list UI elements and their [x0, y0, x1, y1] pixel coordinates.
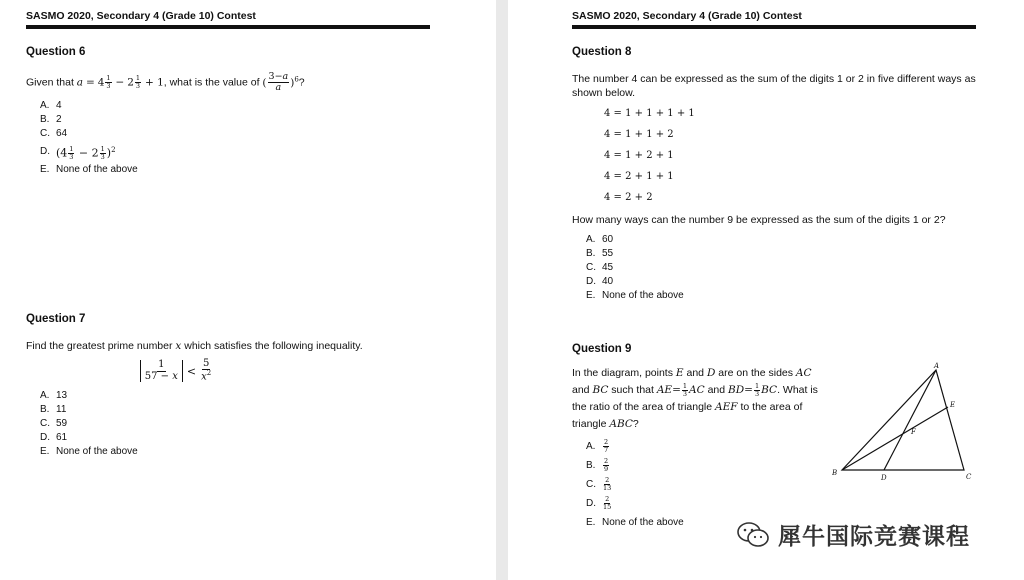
option-a[interactable]: A. 60	[586, 234, 614, 245]
option-d-expression: (4 $\frac{1}{3}$ − 2 $\frac{1}{3}$ )$^2$	[56, 145, 116, 162]
question-8-title: Question 8	[572, 46, 632, 58]
triangle-abc	[842, 370, 964, 470]
option-d[interactable]: D. 40	[586, 276, 614, 287]
label-f: F	[911, 428, 916, 436]
label-c: C	[966, 473, 972, 481]
question-6-title: Question 6	[26, 46, 86, 58]
option-d[interactable]: D. (4 $\frac{1}{3}$ − 2 $\frac{1}{3}$ )$^2$	[40, 141, 496, 163]
watermark-text: 犀牛国际竞赛课程	[778, 524, 970, 550]
page-header: SASMO 2020, Secondary 4 (Grade 10) Contest	[572, 10, 976, 29]
q6-text-mid: , what is the value of	[163, 76, 263, 89]
option-c[interactable]: C. 64	[40, 127, 68, 139]
option-c[interactable]: C. 45	[586, 262, 614, 273]
triangle-diagram	[832, 362, 982, 492]
question-6-options	[40, 99, 496, 177]
q6-asked-expression: ( $\frac{3-a}{a}$ )$^6$	[262, 71, 299, 93]
equation: 4 = 1 + 2 + 1	[604, 150, 674, 161]
q8-equations	[604, 108, 1024, 213]
q6-text-end: ?	[298, 76, 305, 89]
option-e[interactable]: E. None of the above	[40, 163, 138, 175]
question-8-options	[586, 233, 1024, 303]
label-d: D	[881, 474, 887, 482]
question-6-text: Given that a = 4 $\frac{1}{3}$ − 2 $\frac{1}{3}$ + 1, what is the value of ( $\frac{3-a}{a}$ )$^6$?	[26, 71, 305, 93]
option-d[interactable]: D. 61	[40, 432, 68, 444]
option-b[interactable]: B. 55	[586, 248, 614, 259]
option-c[interactable]: C. $\frac{2}{13}$	[586, 476, 612, 492]
segment-ad	[884, 370, 936, 470]
question-7-text: Find the greatest prime number x which satisfies the following inequality.	[26, 339, 363, 352]
equation: 4 = 1 + 1 + 1 + 1	[604, 108, 695, 119]
wechat-icon	[736, 521, 770, 549]
q7-inequality: $\frac{1}{57 - x}$ < $\frac{5}{x^2}$	[26, 359, 326, 383]
option-a[interactable]: A. $\frac{2}{7}$	[586, 438, 609, 454]
watermark	[736, 518, 970, 551]
option-a[interactable]: A. 13	[40, 390, 68, 402]
question-8-text: The number 4 can be expressed as the sum of the digits 1 or 2 in five different ways as shown below.	[572, 73, 976, 99]
label-a: A	[934, 362, 940, 370]
option-c[interactable]: C. 59	[40, 418, 68, 430]
page-header: SASMO 2020, Secondary 4 (Grade 10) Contest	[26, 10, 430, 29]
question-8-question: How many ways can the number 9 be expressed as the sum of the digits 1 or 2?	[572, 214, 946, 226]
equation: 4 = 2 + 2	[604, 192, 653, 203]
option-a[interactable]: A. 4	[40, 99, 62, 111]
option-b[interactable]: B. 11	[40, 404, 67, 416]
segment-be	[842, 407, 948, 470]
option-e[interactable]: E. None of the above	[586, 290, 684, 301]
equation: 4 = 1 + 1 + 2	[604, 129, 674, 140]
option-e[interactable]: E. None of the above	[40, 446, 138, 458]
equation: 4 = 2 + 1 + 1	[604, 171, 674, 182]
label-b: B	[832, 469, 838, 477]
label-e: E	[950, 401, 956, 409]
question-7-options	[40, 389, 496, 459]
page-left	[0, 0, 496, 580]
q6-text-prefix: Given that	[26, 76, 77, 89]
page-right	[508, 0, 1024, 580]
q6-given-expression: a	[76, 76, 84, 89]
question-7-title: Question 7	[26, 312, 86, 325]
option-e[interactable]: E. None of the above	[586, 517, 684, 528]
question-9-text: In the diagram, points E and D are on the sides AC and BC such that AE= $\frac{1}{3}$ AC and BD= $\frac{1}{3}$ BC. What is the ratio of the area of triangle AEF to the area of triangle ABC?	[572, 367, 818, 430]
option-b[interactable]: B. 2	[40, 113, 62, 125]
option-b[interactable]: B. $\frac{2}{9}$	[586, 457, 609, 473]
option-d[interactable]: D. $\frac{2}{15}$	[586, 495, 612, 511]
question-9-title: Question 9	[572, 343, 632, 355]
